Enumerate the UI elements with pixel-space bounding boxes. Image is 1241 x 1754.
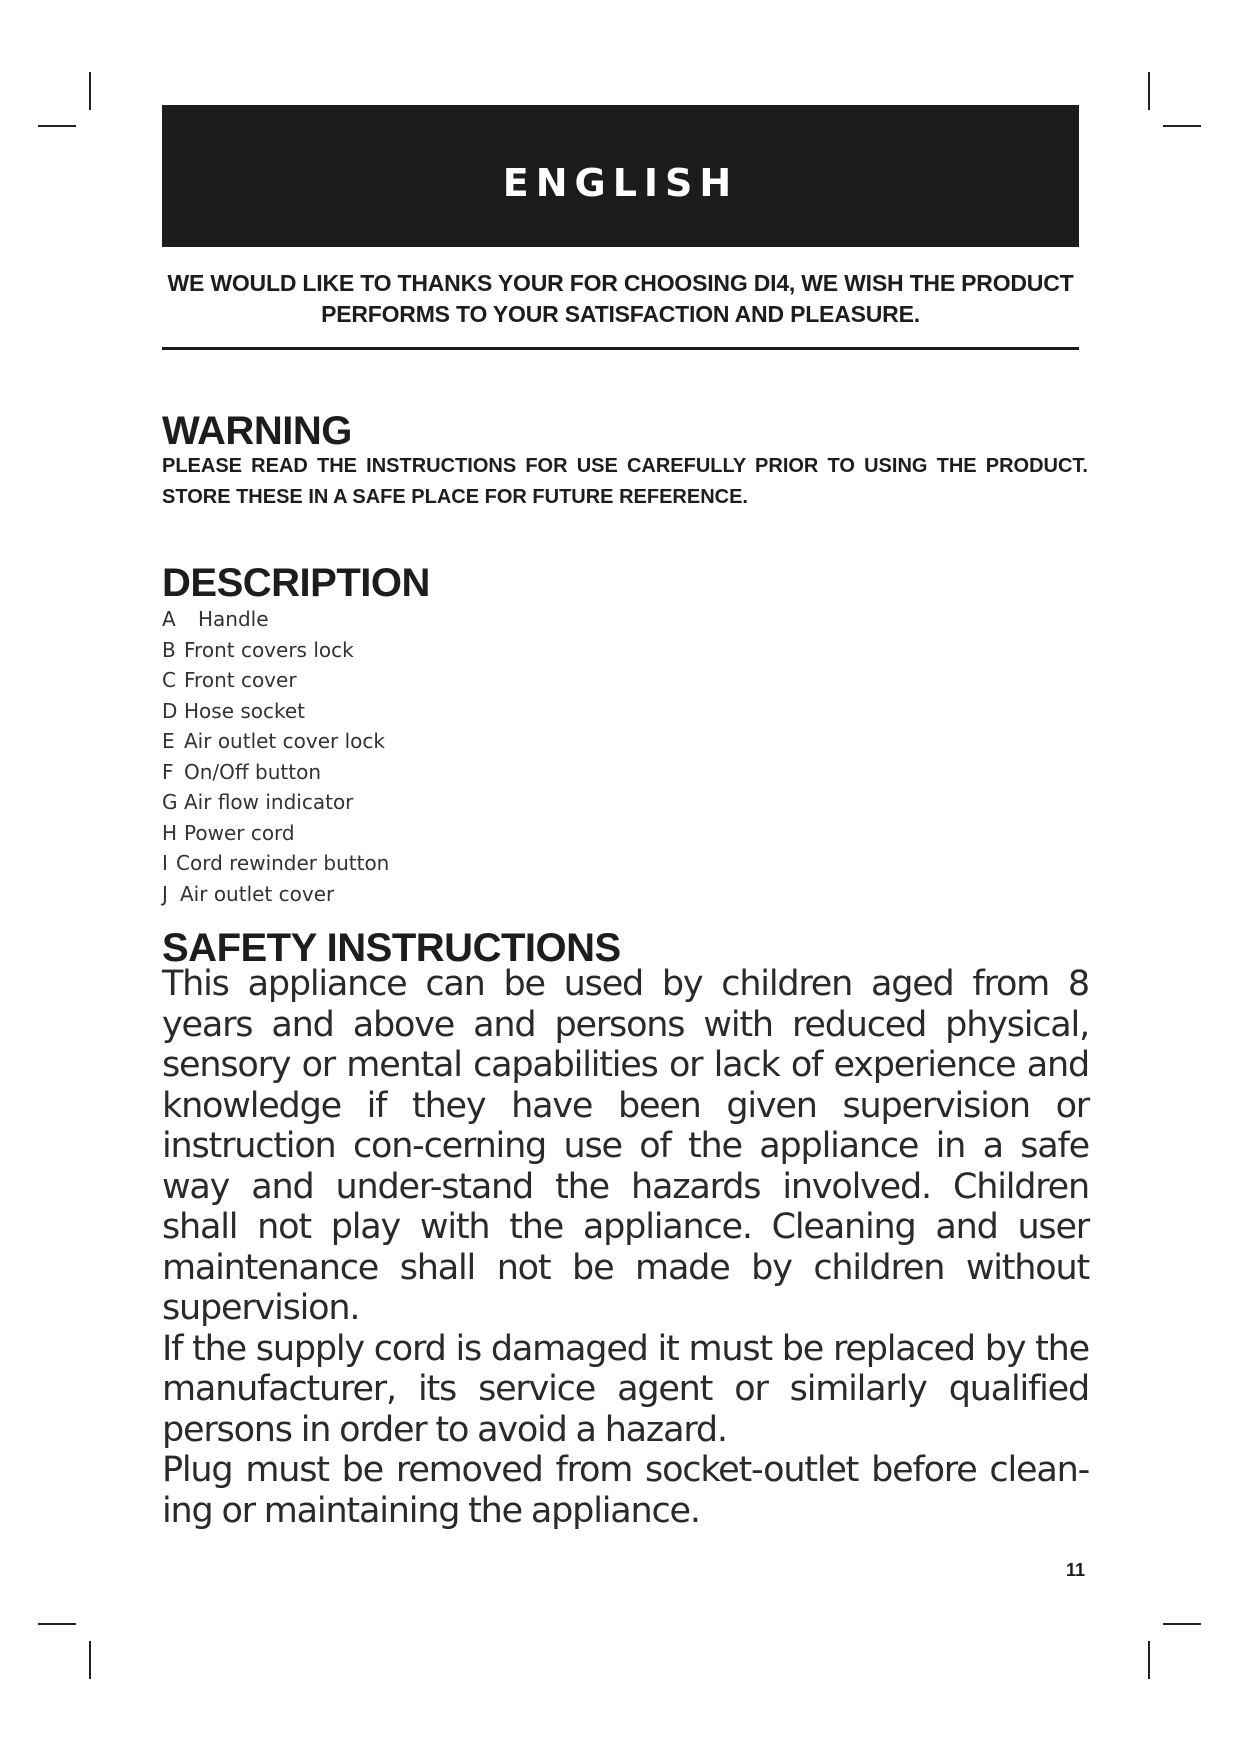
part-letter: D — [162, 698, 178, 723]
crop-mark-top-left-vertical — [89, 72, 91, 110]
warning-line-2: STORE THESE IN A SAFE PLACE FOR FUTURE REFERENCE. — [162, 486, 748, 508]
list-item — [162, 696, 389, 727]
crop-mark-bottom-left-vertical — [89, 1641, 91, 1679]
part-letter: I — [162, 851, 168, 875]
list-item — [162, 757, 389, 788]
part-letter: J — [162, 881, 168, 906]
crop-mark-top-left-horizontal — [38, 125, 76, 127]
part-letter: E — [162, 729, 175, 753]
safety-paragraph-plug: Plug must be removed from socket-outlet before clean-ing or maintaining the appliance. — [162, 1450, 1089, 1531]
part-label: On/Off button — [184, 759, 322, 784]
part-letter: B — [162, 637, 176, 662]
part-label: Air outlet cover — [180, 881, 335, 906]
list-item — [162, 818, 389, 849]
crop-mark-bottom-right-horizontal — [1163, 1623, 1201, 1625]
list-item — [162, 848, 389, 879]
part-label: Air flow indicator — [184, 790, 354, 814]
section-divider — [162, 347, 1079, 350]
safety-paragraph-cord: If the supply cord is damaged it must be replaced by the manufacturer, its service agent or similarly qualified persons in order to avoid a hazard. — [162, 1328, 1089, 1450]
part-letter: H — [162, 820, 178, 845]
parts-list — [162, 604, 389, 909]
list-item — [162, 665, 389, 696]
part-label: Front cover — [184, 668, 297, 692]
language-banner — [162, 105, 1079, 247]
part-label: Air outlet cover lock — [184, 729, 385, 753]
warning-text — [162, 451, 1088, 513]
part-label: Handle — [198, 607, 269, 631]
list-item — [162, 635, 389, 666]
safety-text — [162, 964, 1089, 1531]
crop-mark-top-right-horizontal — [1163, 125, 1201, 127]
safety-paragraph-children: This appliance can be used by children aged from 8 years and above and persons with reduced physical, sensory or mental capabilities or lack of experience and knowledge if they have been given supervision or instruction con-cerning use of the appliance in a safe way and under-stand the hazards involved. Children shall not play with the appliance. Cleaning and user maintenance shall not be made by children without supervision. — [162, 964, 1089, 1328]
list-item — [162, 787, 389, 818]
thank-you-note — [162, 268, 1079, 330]
thank-you-line-2: PERFORMS TO YOUR SATISFACTION AND PLEASURE. — [321, 301, 920, 327]
crop-mark-bottom-right-vertical — [1148, 1641, 1150, 1679]
part-label: Front covers lock — [184, 637, 354, 662]
part-letter: F — [162, 759, 174, 784]
part-label: Cord rewinder button — [176, 851, 390, 875]
part-label: Power cord — [184, 820, 295, 845]
crop-mark-top-right-vertical — [1148, 72, 1150, 110]
warning-heading: WARNING — [162, 409, 352, 453]
list-item — [162, 879, 389, 910]
part-letter: A — [162, 607, 176, 631]
crop-mark-bottom-left-horizontal — [38, 1623, 76, 1625]
banner-title: ENGLISH — [502, 161, 739, 205]
part-label: Hose socket — [184, 698, 306, 723]
list-item — [162, 726, 389, 757]
warning-line-1: PLEASE READ THE INSTRUCTIONS FOR USE CAREFULLY PRIOR TO USING THE PRODUCT. — [162, 455, 1088, 477]
description-heading: DESCRIPTION — [162, 561, 430, 605]
thank-you-line-1: WE WOULD LIKE TO THANKS YOUR FOR CHOOSING DI4, WE WISH THE PRODUCT — [167, 270, 1074, 296]
list-item — [162, 604, 389, 635]
part-letter: G — [162, 790, 178, 814]
page-number: 11 — [1066, 1560, 1086, 1580]
safety-heading: SAFETY INSTRUCTIONS — [162, 926, 621, 970]
part-letter: C — [162, 668, 176, 692]
